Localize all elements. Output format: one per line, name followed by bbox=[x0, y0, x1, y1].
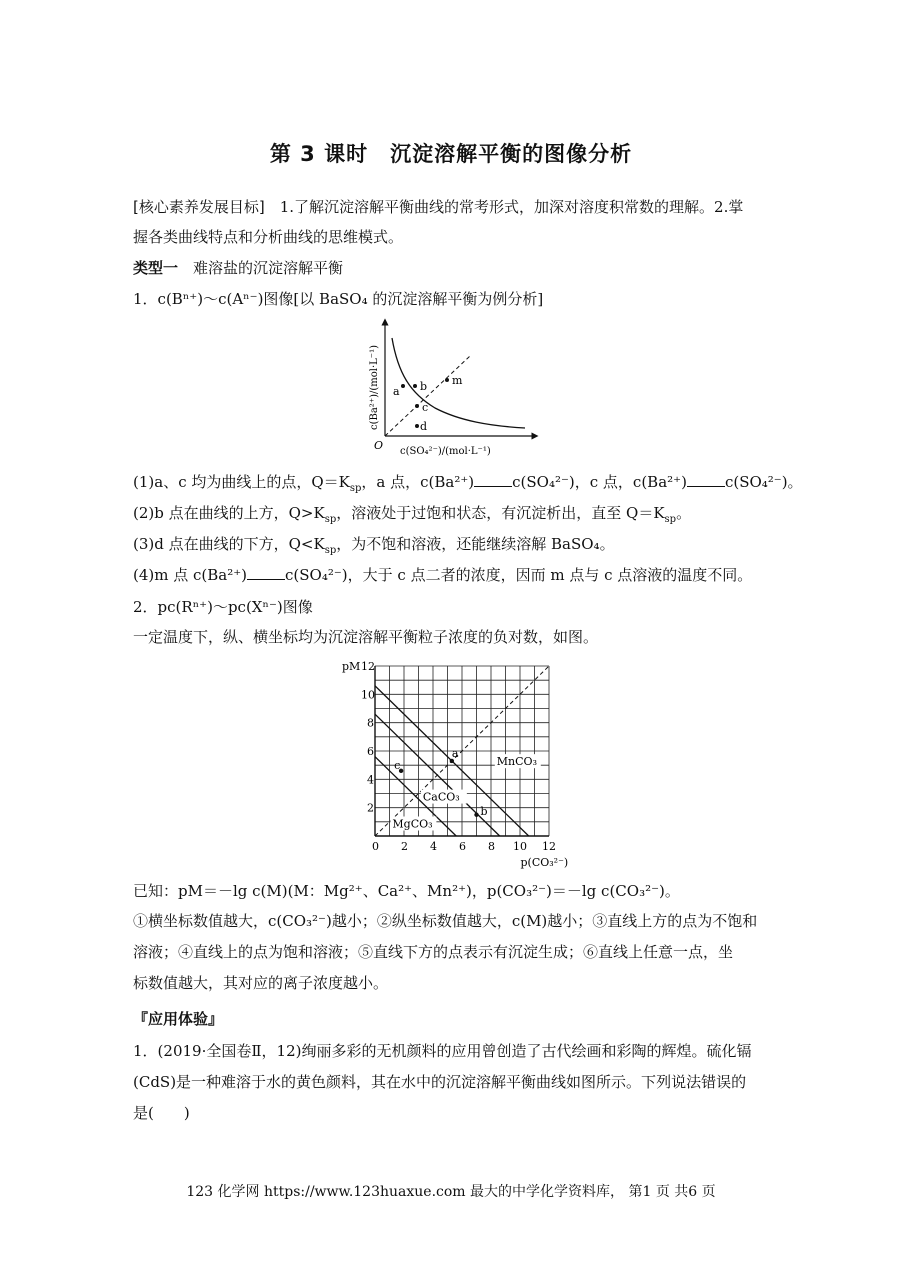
question-1-line-1: 1．(2019·全国卷Ⅱ，12)绚丽多彩的无机颜料的应用曾创造了古代绘画和彩陶的辉煌。硫化镉 bbox=[133, 1042, 752, 1060]
data-point-b bbox=[474, 813, 478, 817]
x-tick-label: 0 bbox=[372, 840, 379, 853]
chart1-point-c bbox=[415, 404, 419, 408]
data-point-label: b bbox=[480, 804, 488, 818]
y-tick-label: 2 bbox=[367, 801, 374, 815]
q1-prefix: 是( bbox=[133, 1104, 154, 1122]
item1-heading-text: c(Bⁿ⁺)～c(Aⁿ⁻)图像[以 BaSO₄ 的沉淀溶解平衡为例分析] bbox=[157, 290, 544, 308]
chart1-xlabel: c(SO₄²⁻)/(mol·L⁻¹) bbox=[400, 446, 491, 457]
pm-chart bbox=[340, 656, 570, 871]
y-tick-label: 8 bbox=[367, 716, 374, 730]
goal-line-2: 握各类曲线特点和分析曲线的思维模式。 bbox=[133, 228, 404, 246]
type1-heading bbox=[133, 258, 773, 278]
item1-line1-end: c(SO₄²⁻)。 bbox=[724, 473, 803, 491]
item1-num: 1． bbox=[133, 290, 158, 308]
chart1-label-b: b bbox=[420, 380, 428, 393]
item1-heading bbox=[133, 289, 773, 309]
item1-line4-mid: c(SO₄²⁻)，大于 c 点二者的浓度，因而 m 点与 c 点溶液的温度不同。 bbox=[285, 566, 753, 584]
chart1-label-c: c bbox=[422, 401, 429, 414]
baso4-chart bbox=[360, 318, 560, 463]
item2-desc: 一定温度下，纵、横坐标均为沉淀溶解平衡粒子浓度的负对数，如图。 bbox=[133, 628, 599, 646]
known-line-4: 标数值越大，其对应的离子浓度越小。 bbox=[133, 974, 389, 992]
question-1-line-3 bbox=[133, 1103, 773, 1123]
question-1-line-2: (CdS)是一种难溶于水的黄色颜料，其在水中的沉淀溶解平衡曲线如图所示。下列说法错误的 bbox=[133, 1073, 747, 1091]
page-footer: 123 化学网 https://www.123huaxue.com 最大的中学化学资料库， 第1 页 共6 页 bbox=[186, 1184, 716, 1200]
y-tick-label: 12 bbox=[361, 660, 375, 673]
item2-heading-text: pc(Rⁿ⁺)～pc(Xⁿ⁻)图像 bbox=[157, 598, 313, 616]
chart1-label-a: a bbox=[393, 385, 400, 398]
item1-line4-prefix: (4)m 点 c(Ba²⁺) bbox=[133, 566, 248, 584]
item2-heading bbox=[133, 597, 773, 617]
series-label: CaCO₃ bbox=[422, 790, 460, 804]
x-tick-label: 10 bbox=[513, 840, 527, 853]
item2-num: 2． bbox=[133, 598, 158, 616]
data-point-label: c bbox=[394, 758, 401, 772]
chart1-point-a bbox=[401, 384, 405, 388]
goal-text-1: 1.了解沉淀溶解平衡曲线的常考形式，加深对溶度积常数的理解。2.掌 bbox=[264, 198, 744, 216]
type1-text: 难溶盐的沉淀溶解平衡 bbox=[178, 259, 344, 277]
answer-blank-3[interactable] bbox=[247, 565, 285, 580]
sp-subscript: sp bbox=[324, 545, 337, 556]
goal-line-1 bbox=[133, 197, 773, 217]
chart1-ylabel: c(Ba²⁺)/(mol·L⁻¹) bbox=[369, 345, 380, 430]
page-title: 第 3 课时 沉淀溶解平衡的图像分析 bbox=[269, 142, 633, 166]
chart1-label-d: d bbox=[420, 420, 428, 433]
item1-line1-mid2: c(SO₄²⁻)，c 点，c(Ba²⁺) bbox=[512, 473, 687, 491]
chart1-point-b bbox=[413, 384, 417, 388]
answer-blank-1[interactable] bbox=[474, 472, 512, 487]
item1-line-4 bbox=[133, 565, 773, 585]
chart1-origin: O bbox=[374, 439, 384, 452]
q1-suffix: ) bbox=[183, 1104, 190, 1122]
x-tick-label: 8 bbox=[488, 840, 495, 853]
series-label: MnCO₃ bbox=[496, 755, 538, 769]
x-tick-label: 2 bbox=[401, 840, 408, 853]
item1-line1-prefix: (1)a、c 均为曲线上的点，Q＝K bbox=[133, 473, 350, 491]
item1-line1-mid: ，a 点，c(Ba²⁺) bbox=[361, 473, 475, 491]
x-tick-label: 4 bbox=[430, 840, 437, 853]
sp-subscript: sp bbox=[664, 514, 677, 525]
data-point-label: a bbox=[451, 746, 459, 760]
item1-line2-mid: ，溶液处于过饱和状态，有沉淀析出，直至 Q＝K bbox=[336, 504, 665, 522]
known-line-3: 溶液；④直线上的点为饱和溶液；⑤直线下方的点表示有沉淀生成；⑥直线上任意一点，坐 bbox=[133, 943, 734, 961]
item1-line3-prefix: (3)d 点在曲线的下方，Q<K bbox=[133, 535, 325, 553]
x-tick-label: 6 bbox=[459, 840, 466, 853]
item1-line3-end: ，为不饱和溶液，还能继续溶解 BaSO₄。 bbox=[336, 535, 615, 553]
x-tick-label: 12 bbox=[542, 840, 556, 853]
chart1-point-m bbox=[445, 378, 449, 382]
item1-line2-prefix: (2)b 点在曲线的上方，Q>K bbox=[133, 504, 325, 522]
chart1-label-m: m bbox=[452, 374, 463, 387]
sp-subscript: sp bbox=[349, 483, 362, 494]
apply-heading: 『应用体验』 bbox=[133, 1010, 224, 1028]
y-tick-label: 6 bbox=[367, 745, 374, 758]
answer-blank-2[interactable] bbox=[687, 472, 725, 487]
known-line-1: 已知：pM＝－lg c(M)(M：Mg²⁺、Ca²⁺、Mn²⁺)，p(CO₃²⁻)＝－lg c(CO₃²⁻)。 bbox=[133, 882, 680, 900]
chart1-point-d bbox=[415, 424, 419, 428]
series-label: MgCO₃ bbox=[392, 817, 433, 831]
item1-line-2 bbox=[133, 503, 773, 530]
goal-label: [核心素养发展目标] bbox=[133, 198, 265, 216]
y-tick-label: 10 bbox=[361, 688, 375, 702]
item1-line-3 bbox=[133, 534, 773, 561]
item1-line-1 bbox=[133, 472, 803, 499]
y-tick-label: 4 bbox=[367, 773, 374, 787]
type1-label: 类型一 bbox=[133, 259, 179, 277]
item1-line2-end: 。 bbox=[676, 504, 692, 522]
x-axis-label: p(CO₃²⁻) bbox=[520, 856, 569, 869]
y-axis-label: pM bbox=[342, 660, 361, 673]
known-line-2: ①横坐标数值越大，c(CO₃²⁻)越小；②纵坐标数值越大，c(M)越小；③直线上方的点为不饱和 bbox=[133, 912, 758, 930]
sp-subscript: sp bbox=[324, 514, 337, 525]
